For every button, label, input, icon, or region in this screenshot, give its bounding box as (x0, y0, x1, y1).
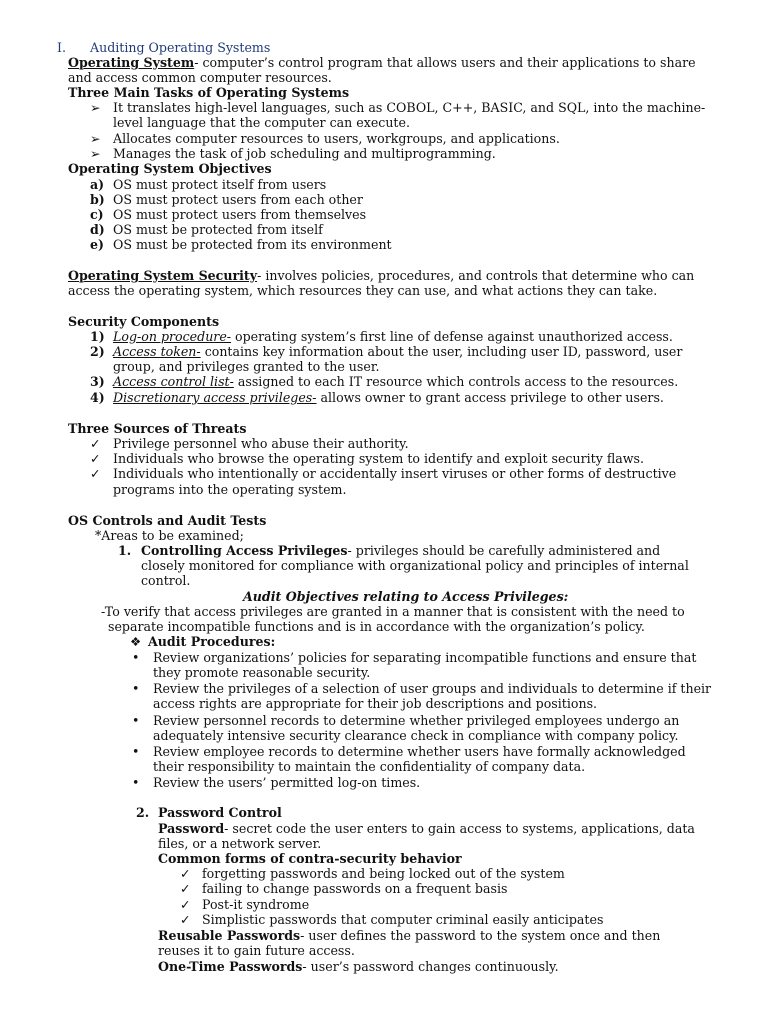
objective-text: -To verify that access privileges are granted in a manner that is consistent with the need to (101, 604, 685, 619)
list-item: Simplistic passwords that computer criminal easily anticipates (202, 912, 604, 927)
security-definition: Operating System Security- involves policies, procedures, and controls that determine who can (68, 268, 695, 283)
diamond-icon: ❖ (130, 634, 142, 649)
check-icon: ✓ (180, 866, 191, 881)
contra-heading: Common forms of contra-security behavior (158, 851, 462, 866)
list-item: Access control list- assigned to each IT resource which controls access to the resources. (113, 374, 679, 389)
password-control-title: Password Control (158, 805, 282, 820)
document-page: I. Auditing Operating Systems Operating System- computer’s control program that allows users and their applications to share and access common computer resources. Three Main Tasks of Operating Systems ➢ It translates high-level languages, such as COBOL, C++, BASIC, and SQL, into the machine- level language that the computer can execute. ➢ Allocates computer resources to users, workgroups, and applications. ➢ Manages the task of job scheduling and multiprogramming. Operating System Objectives a) OS must protect itself from users b) OS must protect users from each other c) OS must protect users from themselves d) OS must be protected from itself e) OS must be protected from its environment Operating System Security- involves policies, procedures, and controls that determine who can access the operating system, which resources they can use, and what actions they can take. Security Components 1) Log-on procedure- operating system’s first line of defense against unauthorized access. 2) Access token- contains key information about the user, including user ID, password, user group, and privileges granted to the user. 3) Access control list- assigned to each IT resource which controls access to the resources. 4) Discretionary access privileges- allows owner to grant access privilege to other users. Three Sources of Threats ✓ Privilege personnel who abuse their authority. ✓ Individuals who browse the operating system to identify and exploit security flaws. ✓ Individuals who intentionally or accidentally insert viruses or other forms of destructive programs into the operating system. OS Controls and Audit Tests *Areas to be examined; 1. Controlling Access Privileges- privileges should be carefully administered and closely monitored for compliance with organizational policy and principles of internal control. Audit Objectives relating to Access Privileges: -To verify that access privileges are granted in a manner that is consistent with the need to separate incompatible functions and is in accordance with the organization’s policy. ❖ Audit Procedures: • Review organizations’ policies for separating incompatible functions and ensure that they promote reasonable security. • Review the privileges of a selection of user groups and individuals to determine if their access rights are appropriate for their job descriptions and positions. • Review personnel records to determine whether privileged employees undergo an adequately intensive security clearance check in compliance with company policy. • Review employee records to determine whether users have formally acknowledged their responsibility to maintain the confidentiality of company data. • Review the users’ permitted log-on times. 2. Password Control Password- secret code the user enters to gain access to systems, applications, data files, or a network server. Common forms of contra-security behavior ✓ forgetting passwords and being locked out of the system ✓ failing to change passwords on a frequent basis ✓ Post-it syndrome ✓ Simplistic passwords that computer criminal easily anticipates Reusable Passwords- user defines the password to the system once and then reuses it to gain future access. One-Time Passwords- user’s password changes continuously. (57, 40, 712, 974)
os-definition: Operating System- computer’s control program that allows users and their applications to share (68, 55, 696, 70)
list-item: Allocates computer resources to users, workgroups, and applications. (113, 131, 560, 146)
areas-note: *Areas to be examined; (95, 528, 244, 543)
list-item: Access token- contains key information about the user, including user ID, password, user (113, 344, 683, 359)
check-icon: ✓ (90, 436, 101, 451)
list-item: It translates high-level languages, such as COBOL, C++, BASIC, and SQL, into the machine- (113, 100, 706, 115)
threats-heading: Three Sources of Threats (68, 421, 247, 436)
arrow-icon: ➢ (90, 100, 101, 115)
list-item: OS must protect users from each other (113, 192, 363, 207)
bullet-icon: • (132, 744, 140, 759)
bullet-icon: • (132, 650, 140, 665)
list-item: OS must be protected from its environment (113, 237, 392, 252)
list-item: failing to change passwords on a frequent basis (202, 881, 508, 896)
audit-objectives-title: Audit Objectives relating to Access Privileges: (243, 589, 569, 604)
list-item: Manages the task of job scheduling and multiprogramming. (113, 146, 496, 161)
controls-heading: OS Controls and Audit Tests (68, 513, 267, 528)
list-item: Individuals who intentionally or accidentally insert viruses or other forms of destructive (113, 466, 677, 481)
list-item: Privilege personnel who abuse their authority. (113, 436, 409, 451)
arrow-icon: ➢ (90, 131, 101, 146)
bullet-icon: • (132, 681, 140, 696)
onetime-definition: One-Time Passwords- user’s password changes continuously. (158, 959, 559, 974)
section-number: I. (57, 40, 66, 55)
list-item: OS must protect users from themselves (113, 207, 367, 222)
bullet-icon: • (132, 775, 140, 790)
list-item: Log-on procedure- operating system’s first line of defense against unauthorized access. (113, 329, 673, 344)
check-icon: ✓ (180, 897, 191, 912)
list-item: OS must protect itself from users (113, 177, 327, 192)
check-icon: ✓ (180, 912, 191, 927)
bullet-icon: • (132, 713, 140, 728)
procedure-item: Review organizations’ policies for separating incompatible functions and ensure that (153, 650, 697, 665)
reusable-definition: Reusable Passwords- user defines the password to the system once and then (158, 928, 661, 943)
procedure-item: Review personnel records to determine whether privileged employees undergo an (153, 713, 680, 728)
list-item: OS must be protected from itself (113, 222, 323, 237)
check-icon: ✓ (90, 466, 101, 481)
procedure-item: Review the privileges of a selection of user groups and individuals to determine if their (153, 681, 712, 696)
list-item: Individuals who browse the operating system to identify and exploit security flaws. (113, 451, 644, 466)
os-term: Operating System (68, 55, 195, 70)
list-item: Post-it syndrome (202, 897, 310, 912)
objectives-heading: Operating System Objectives (68, 161, 272, 176)
password-definition: Password- secret code the user enters to gain access to systems, applications, data (158, 821, 695, 836)
procedures-heading: Audit Procedures: (148, 634, 276, 649)
list-item: forgetting passwords and being locked out of the system (202, 866, 565, 881)
list-item: Discretionary access privileges- allows owner to grant access privilege to other users. (113, 390, 664, 405)
check-icon: ✓ (90, 451, 101, 466)
procedure-item: Review the users’ permitted log-on times. (153, 775, 421, 790)
section-title: Auditing Operating Systems (90, 40, 271, 55)
check-icon: ✓ (180, 881, 191, 896)
procedure-item: Review employee records to determine whether users have formally acknowledged (153, 744, 686, 759)
main-tasks-heading: Three Main Tasks of Operating Systems (68, 85, 350, 100)
components-heading: Security Components (68, 314, 220, 329)
arrow-icon: ➢ (90, 146, 101, 161)
access-privileges-item: Controlling Access Privileges- privileges should be carefully administered and (141, 543, 661, 558)
